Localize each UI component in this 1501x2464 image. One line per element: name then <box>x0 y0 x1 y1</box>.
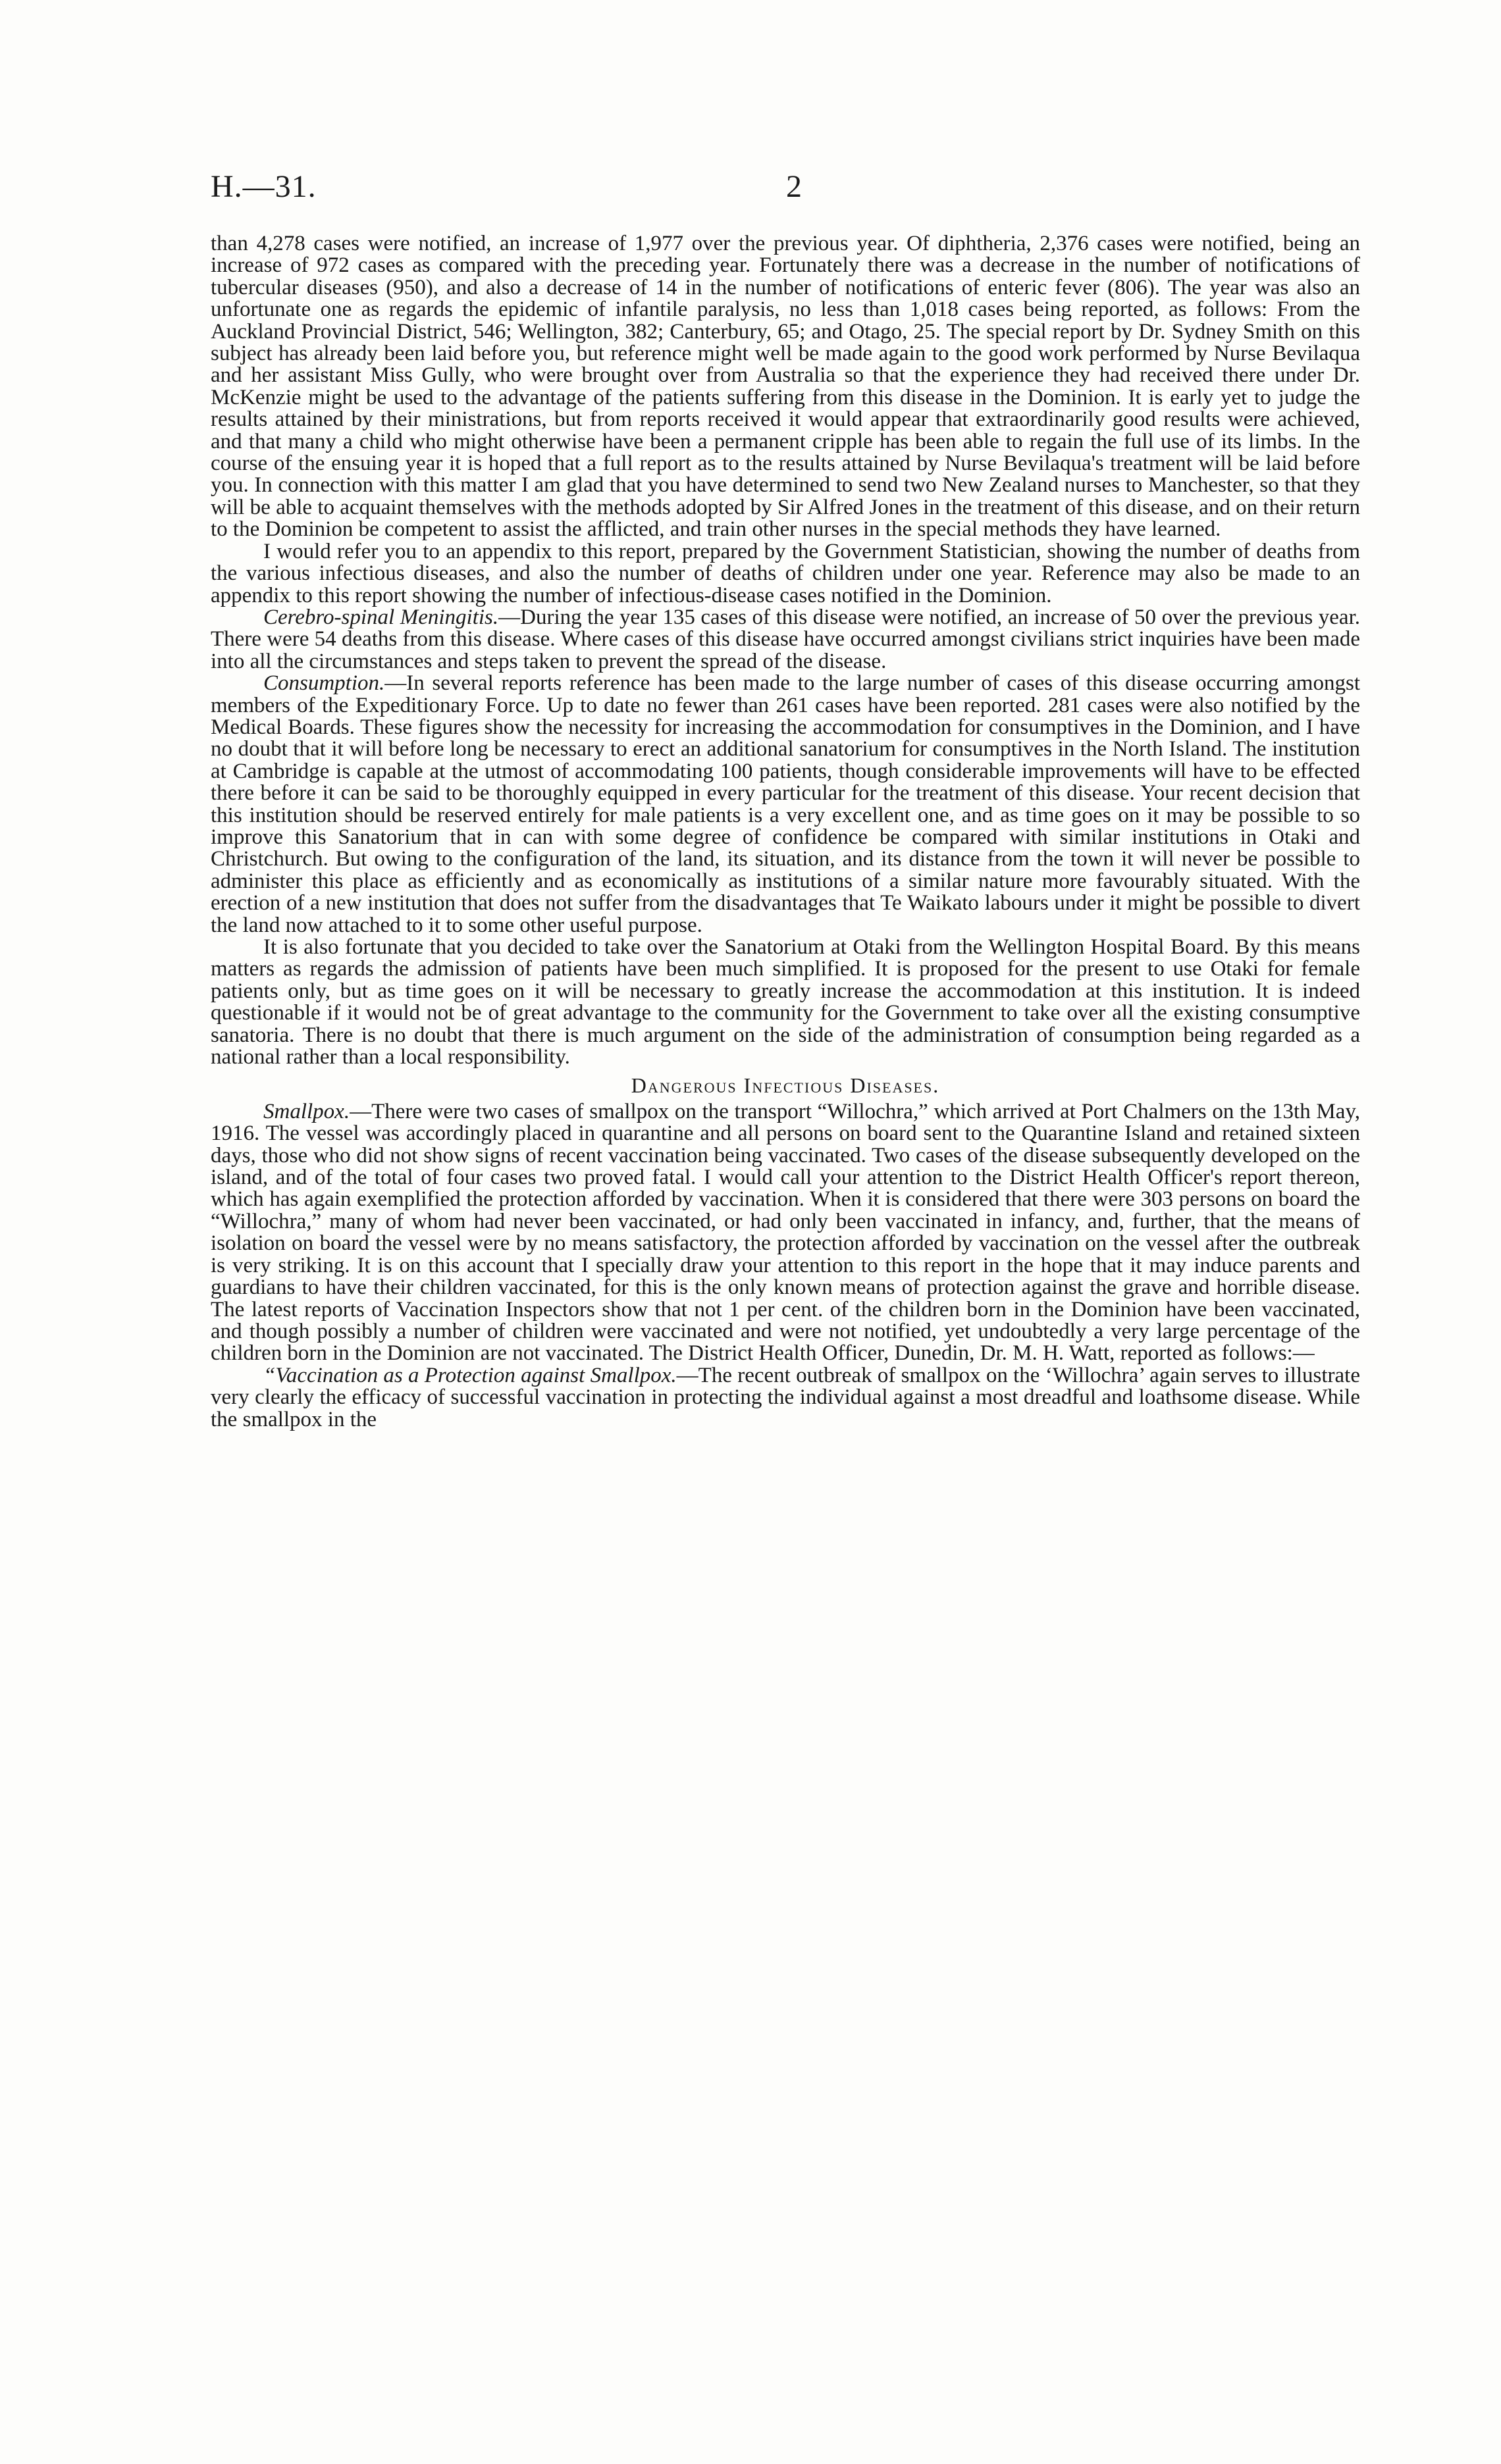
paragraph-meningitis: Cerebro-spinal Meningitis.—During the year 135 cases of this disease were notified, an increase of 50 over the previous year. There were 54 deaths from this disease. Where cases of this disease have occurred amongst civilians strict inquiries have been made into all the circumstances and steps taken to prevent the spread of the disease. <box>211 605 1360 673</box>
paragraph-otaki: It is also fortunate that you decided to take over the Sanatorium at Otaki from the Wellington Hospital Board. By this means matters as regards the admission of patients have been much simplified. It is proposed for the present to use Otaki for female patients only, but as time goes on it will be necessary to greatly increase the accommodation at this institution. It is indeed questionable if it would not be of great advantage to the community for the Government to take over all the existing consumptive sanatoria. There is no doubt that there is much argument on the side of the administration of consumption being regarded as a national rather than a local responsibility. <box>211 935 1360 1069</box>
lead-vaccination: “Vaccination as a Protection against Smallpox. <box>263 1363 677 1387</box>
lead-consumption: Consumption. <box>263 671 385 696</box>
paragraph-consumption: Consumption.—In several reports reference has been made to the large number of cases of this disease occurring amongst members of the Expeditionary Force. Up to date no fewer than 261 cases have been reported. 281 cases were also notified by the Medical Boards. These figures show the necessity for increasing the accommodation for consumptives in the Dominion, and I have no doubt that it will before long be necessary to erect an additional sanatorium for consumptives in the North Island. The institution at Cambridge is capable at the utmost of accommodating 100 patients, though considerable improvements will have to be effected there before it can be said to be thoroughly equipped in every particular for the treatment of this disease. Your recent decision that this institution should be reserved entirely for male patients is a very excellent one, and as time goes on it may be possible to so improve this Sanatorium that in can with some degree of confidence be compared with similar institutions in Otaki and Christchurch. But owing to the configuration of the land, its situation, and its distance from the town it will never be possible to administer this place as efficiently and as economically as institutions of a similar nature more favourably situated. With the erection of a new institution that does not suffer from the disadvantages that Te Waikato labours under it might be possible to divert the land now attached to it to some other useful purpose. <box>211 671 1360 937</box>
page-number: 2 <box>786 169 802 204</box>
paragraph-vaccination: “Vaccination as a Protection against Smallpox.—The recent outbreak of smallpox on the ‘Willochra’ again serves to illustrate very clearly the efficacy of successful vaccination in protecting the individual against a most dreadful and loathsome disease. While the smallpox in the <box>211 1363 1360 1431</box>
body-text <box>211 233 1360 1431</box>
report-reference: H.—31. <box>211 169 317 204</box>
paragraph-continuation: than 4,278 cases were notified, an increase of 1,977 over the previous year. Of diphtheria, 2,376 cases were notified, being an increase of 972 cases as compared with the preceding year. Fortunately there was a decrease in the number of notifications of tubercular diseases (950), and also a decrease of 14 in the number of notifications of enteric fever (806). The year was also an unfortunate one as regards the epidemic of infantile paralysis, no less than 1,018 cases being reported, as follows: From the Auckland Provincial District, 546; Wellington, 382; Canterbury, 65; and Otago, 25. The special report by Dr. Sydney Smith on this subject has already been laid before you, but reference might well be made again to the good work performed by Nurse Bevilaqua and her assistant Miss Gully, who were brought over from Australia so that the experience they had received there under Dr. McKenzie might be used to the advantage of the patients suffering from this disease in the Dominion. It is early yet to judge the results attained by their ministrations, but from reports received it would appear that extraordinarily good results were achieved, and that many a child who might otherwise have been a permanent cripple has been able to regain the full use of its limbs. In the course of the ensuing year it is hoped that a full report as to the results attained by Nurse Bevilaqua's treatment will be laid before you. In connection with this matter I am glad that you have determined to send two New Zealand nurses to Manchester, so that they will be able to acquaint themselves with the methods adopted by Sir Alfred Jones in the treatment of this disease, and on their return to the Dominion be competent to assist the afflicted, and train other nurses in the special methods they have learned. <box>211 232 1360 542</box>
lead-smallpox: Smallpox. <box>263 1099 350 1123</box>
section-heading: Dangerous Infectious Diseases. <box>631 1073 940 1098</box>
paragraph-appendix: I would refer you to an appendix to this report, prepared by the Government Statistician, showing the number of deaths from the various infectious diseases, and also the number of deaths of children under one year. Reference may also be made to an appendix to this report showing the number of infectious-disease cases notified in the Dominion. <box>211 539 1360 607</box>
lead-meningitis: Cerebro-spinal Meningitis. <box>263 605 499 629</box>
paragraph-smallpox: Smallpox.—There were two cases of smallpox on the transport “Willochra,” which arrived at Port Chalmers on the 13th May, 1916. The vessel was accordingly placed in quarantine and all persons on board sent to the Quarantine Island and retained sixteen days, those who did not show signs of recent vaccination being vaccinated. Two cases of the disease subsequently developed on the island, and of the total of four cases two proved fatal. I would call your attention to the District Health Officer's report thereon, which has again exemplified the protection afforded by vaccination. When it is considered that there were 303 persons on board the “Willochra,” many of whom had never been vaccinated, or had only been vaccinated in infancy, and, further, that the means of isolation on board the vessel were by no means satisfactory, the protection afforded by vaccination on the vessel after the outbreak is very striking. It is on this account that I specially draw your attention to this report in the hope that it may induce parents and guardians to have their children vaccinated, for this is the only known means of protection against the grave and horrible disease. The latest reports of Vaccination Inspectors show that not 1 per cent. of the children born in the Dominion have been vaccinated, and though possibly a number of children were vaccinated and were not notified, yet undoubtedly a very large percentage of the children born in the Dominion are not vaccinated. The District Health Officer, Dunedin, Dr. M. H. Watt, reported as follows:— <box>211 1099 1360 1366</box>
